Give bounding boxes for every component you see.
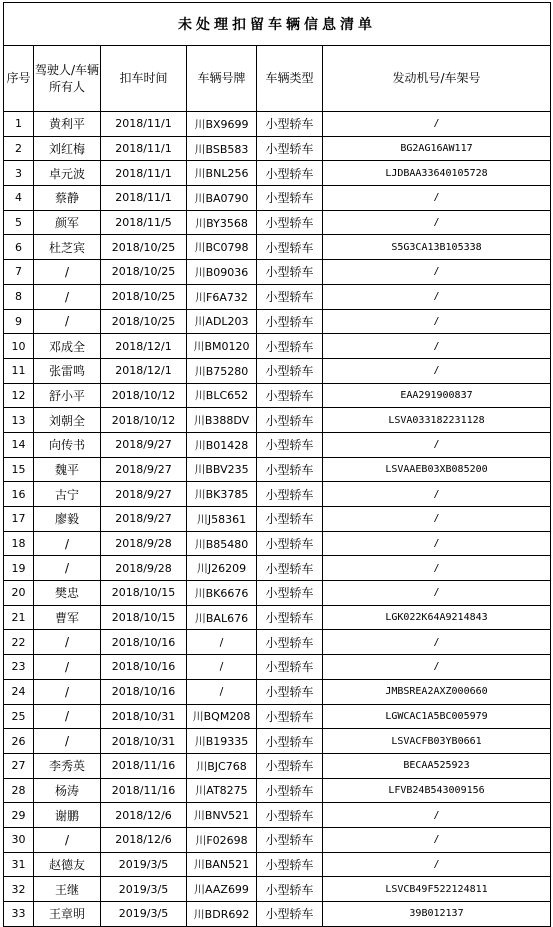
table-row [4, 161, 551, 186]
table-row [4, 260, 551, 285]
cell-index: 28 [4, 778, 34, 803]
cell-type: 小型轿车 [257, 309, 323, 334]
cell-engine: / [323, 507, 551, 532]
cell-type: 小型轿车 [257, 408, 323, 433]
cell-owner: 魏平 [34, 457, 101, 482]
cell-index: 6 [4, 235, 34, 260]
cell-index: 12 [4, 383, 34, 408]
cell-owner: 刘朝全 [34, 408, 101, 433]
cell-index: 7 [4, 260, 34, 285]
cell-owner: 向传书 [34, 432, 101, 457]
cell-date: 2018/10/12 [101, 383, 187, 408]
cell-index: 25 [4, 704, 34, 729]
table-row [4, 704, 551, 729]
cell-index: 9 [4, 309, 34, 334]
cell-date: 2018/10/12 [101, 408, 187, 433]
table-row [4, 556, 551, 581]
cell-type: 小型轿车 [257, 136, 323, 161]
cell-engine: / [323, 556, 551, 581]
cell-owner: / [34, 556, 101, 581]
cell-index: 31 [4, 852, 34, 877]
cell-index: 5 [4, 210, 34, 235]
table-row [4, 408, 551, 433]
cell-engine: / [323, 358, 551, 383]
cell-plate: 川BBV235 [187, 457, 257, 482]
cell-date: 2019/3/5 [101, 852, 187, 877]
cell-owner: 黄利平 [34, 112, 101, 137]
cell-owner: / [34, 260, 101, 285]
cell-owner: 刘红梅 [34, 136, 101, 161]
cell-engine: / [323, 655, 551, 680]
cell-plate: 川AT8275 [187, 778, 257, 803]
table-row [4, 383, 551, 408]
cell-index: 23 [4, 655, 34, 680]
cell-plate: 川ADL203 [187, 309, 257, 334]
cell-owner: 李秀英 [34, 753, 101, 778]
cell-type: 小型轿车 [257, 334, 323, 359]
table-row [4, 457, 551, 482]
cell-engine: LGK022K64A9214843 [323, 605, 551, 630]
cell-owner: / [34, 704, 101, 729]
cell-engine: / [323, 852, 551, 877]
table-row [4, 358, 551, 383]
cell-plate: 川B01428 [187, 432, 257, 457]
cell-engine: / [323, 482, 551, 507]
cell-plate: / [187, 679, 257, 704]
cell-type: 小型轿车 [257, 112, 323, 137]
cell-owner: / [34, 284, 101, 309]
table-row [4, 309, 551, 334]
cell-type: 小型轿车 [257, 803, 323, 828]
table-row [4, 136, 551, 161]
cell-plate: 川BA0790 [187, 186, 257, 211]
cell-date: 2018/11/16 [101, 753, 187, 778]
cell-plate: 川BAN521 [187, 852, 257, 877]
cell-date: 2018/10/16 [101, 655, 187, 680]
cell-owner: 杨涛 [34, 778, 101, 803]
cell-owner: / [34, 531, 101, 556]
cell-owner: 廖毅 [34, 507, 101, 532]
cell-index: 15 [4, 457, 34, 482]
cell-plate: 川BLC652 [187, 383, 257, 408]
header-owner: 驾驶人/车辆所有人 [34, 46, 101, 112]
cell-type: 小型轿车 [257, 432, 323, 457]
cell-owner: 曹军 [34, 605, 101, 630]
cell-plate: 川BSB583 [187, 136, 257, 161]
cell-owner: / [34, 679, 101, 704]
cell-type: 小型轿车 [257, 778, 323, 803]
cell-engine: LSVACFB03YB0661 [323, 729, 551, 754]
table-row [4, 581, 551, 606]
cell-type: 小型轿车 [257, 556, 323, 581]
cell-plate: 川BM0120 [187, 334, 257, 359]
cell-plate: 川F6A732 [187, 284, 257, 309]
cell-owner: 王章明 [34, 902, 101, 927]
cell-index: 8 [4, 284, 34, 309]
cell-date: 2018/11/1 [101, 112, 187, 137]
cell-engine: / [323, 827, 551, 852]
cell-type: 小型轿车 [257, 605, 323, 630]
cell-engine: S5G3CA13B105338 [323, 235, 551, 260]
table-row [4, 803, 551, 828]
cell-index: 24 [4, 679, 34, 704]
cell-owner: / [34, 309, 101, 334]
cell-index: 19 [4, 556, 34, 581]
table-row [4, 186, 551, 211]
cell-index: 30 [4, 827, 34, 852]
cell-engine: / [323, 284, 551, 309]
cell-plate: 川F02698 [187, 827, 257, 852]
cell-plate: 川J26209 [187, 556, 257, 581]
cell-engine: / [323, 186, 551, 211]
cell-engine: BG2AG16AW117 [323, 136, 551, 161]
cell-type: 小型轿车 [257, 877, 323, 902]
table-row [4, 432, 551, 457]
cell-plate: 川BC0798 [187, 235, 257, 260]
cell-date: 2018/12/6 [101, 827, 187, 852]
cell-engine: 39B012137 [323, 902, 551, 927]
cell-owner: 古宁 [34, 482, 101, 507]
detained-vehicle-list [3, 2, 551, 927]
cell-date: 2018/10/25 [101, 235, 187, 260]
header-type: 车辆类型 [257, 46, 323, 112]
cell-owner: 舒小平 [34, 383, 101, 408]
cell-index: 33 [4, 902, 34, 927]
cell-owner: / [34, 827, 101, 852]
table-row [4, 630, 551, 655]
cell-owner: 谢鹏 [34, 803, 101, 828]
cell-owner: 蔡静 [34, 186, 101, 211]
cell-date: 2018/10/31 [101, 704, 187, 729]
table-row [4, 482, 551, 507]
cell-index: 18 [4, 531, 34, 556]
cell-engine: LSVAAEB03XB085200 [323, 457, 551, 482]
cell-engine: / [323, 210, 551, 235]
cell-date: 2018/11/1 [101, 136, 187, 161]
cell-index: 16 [4, 482, 34, 507]
cell-date: 2018/12/6 [101, 803, 187, 828]
cell-type: 小型轿车 [257, 679, 323, 704]
cell-engine: / [323, 260, 551, 285]
header-row [4, 46, 551, 112]
cell-plate: 川BK3785 [187, 482, 257, 507]
cell-date: 2018/10/25 [101, 309, 187, 334]
cell-date: 2019/3/5 [101, 877, 187, 902]
cell-date: 2018/9/27 [101, 432, 187, 457]
cell-plate: 川BDR692 [187, 902, 257, 927]
cell-type: 小型轿车 [257, 161, 323, 186]
cell-plate: 川B85480 [187, 531, 257, 556]
cell-type: 小型轿车 [257, 235, 323, 260]
cell-index: 17 [4, 507, 34, 532]
cell-date: 2018/11/1 [101, 161, 187, 186]
cell-type: 小型轿车 [257, 729, 323, 754]
table-row [4, 679, 551, 704]
cell-engine: / [323, 309, 551, 334]
cell-date: 2018/10/15 [101, 581, 187, 606]
table-row [4, 605, 551, 630]
cell-plate: / [187, 630, 257, 655]
cell-index: 11 [4, 358, 34, 383]
cell-plate: / [187, 655, 257, 680]
cell-plate: 川BK6676 [187, 581, 257, 606]
vehicle-table [3, 2, 551, 927]
cell-index: 32 [4, 877, 34, 902]
cell-engine: LFVB24B543009156 [323, 778, 551, 803]
cell-plate: 川BNV521 [187, 803, 257, 828]
cell-date: 2018/9/28 [101, 531, 187, 556]
cell-plate: 川B19335 [187, 729, 257, 754]
cell-engine: LSVCB49F522124811 [323, 877, 551, 902]
cell-engine: JMBSREA2AXZ000660 [323, 679, 551, 704]
cell-engine: LSVA033182231128 [323, 408, 551, 433]
cell-type: 小型轿车 [257, 753, 323, 778]
cell-owner: / [34, 655, 101, 680]
table-row [4, 210, 551, 235]
cell-plate: 川BJC768 [187, 753, 257, 778]
cell-plate: 川J58361 [187, 507, 257, 532]
cell-date: 2018/9/27 [101, 457, 187, 482]
table-row [4, 507, 551, 532]
cell-date: 2018/10/15 [101, 605, 187, 630]
cell-type: 小型轿车 [257, 581, 323, 606]
cell-date: 2018/11/16 [101, 778, 187, 803]
cell-engine: / [323, 334, 551, 359]
cell-date: 2018/9/27 [101, 482, 187, 507]
table-row [4, 778, 551, 803]
cell-owner: / [34, 630, 101, 655]
cell-index: 3 [4, 161, 34, 186]
cell-index: 14 [4, 432, 34, 457]
cell-type: 小型轿车 [257, 630, 323, 655]
table-title: 未处理扣留车辆信息清单 [4, 3, 551, 46]
cell-index: 20 [4, 581, 34, 606]
cell-plate: 川B75280 [187, 358, 257, 383]
cell-index: 10 [4, 334, 34, 359]
table-row [4, 902, 551, 927]
cell-owner: / [34, 729, 101, 754]
cell-date: 2018/10/16 [101, 630, 187, 655]
cell-engine: / [323, 630, 551, 655]
cell-date: 2018/10/16 [101, 679, 187, 704]
cell-index: 13 [4, 408, 34, 433]
cell-index: 22 [4, 630, 34, 655]
cell-index: 1 [4, 112, 34, 137]
cell-type: 小型轿车 [257, 655, 323, 680]
cell-plate: 川BQM208 [187, 704, 257, 729]
header-plate: 车辆号牌 [187, 46, 257, 112]
cell-index: 26 [4, 729, 34, 754]
cell-date: 2018/10/25 [101, 260, 187, 285]
cell-date: 2019/3/5 [101, 902, 187, 927]
table-row [4, 753, 551, 778]
cell-owner: 卓元波 [34, 161, 101, 186]
table-row [4, 852, 551, 877]
cell-date: 2018/9/27 [101, 507, 187, 532]
cell-index: 2 [4, 136, 34, 161]
cell-type: 小型轿车 [257, 704, 323, 729]
cell-owner: 赵德友 [34, 852, 101, 877]
cell-type: 小型轿车 [257, 260, 323, 285]
cell-engine: LGWCAC1A5BC005979 [323, 704, 551, 729]
header-index: 序号 [4, 46, 34, 112]
cell-owner: 邓成全 [34, 334, 101, 359]
table-row [4, 827, 551, 852]
cell-owner: 王继 [34, 877, 101, 902]
cell-type: 小型轿车 [257, 186, 323, 211]
cell-type: 小型轿车 [257, 284, 323, 309]
header-engine: 发动机号/车架号 [323, 46, 551, 112]
cell-plate: 川B09036 [187, 260, 257, 285]
cell-type: 小型轿车 [257, 358, 323, 383]
cell-index: 29 [4, 803, 34, 828]
cell-type: 小型轿车 [257, 507, 323, 532]
cell-date: 2018/12/1 [101, 334, 187, 359]
cell-date: 2018/12/1 [101, 358, 187, 383]
cell-type: 小型轿车 [257, 531, 323, 556]
cell-engine: EAA291900837 [323, 383, 551, 408]
cell-owner: 杜芝宾 [34, 235, 101, 260]
table-row [4, 284, 551, 309]
cell-engine: / [323, 803, 551, 828]
table-row [4, 877, 551, 902]
table-row [4, 729, 551, 754]
cell-plate: 川AAZ699 [187, 877, 257, 902]
table-row [4, 112, 551, 137]
cell-owner: 樊忠 [34, 581, 101, 606]
header-date: 扣车时间 [101, 46, 187, 112]
cell-type: 小型轿车 [257, 852, 323, 877]
cell-index: 21 [4, 605, 34, 630]
cell-index: 27 [4, 753, 34, 778]
cell-date: 2018/10/25 [101, 284, 187, 309]
cell-date: 2018/11/5 [101, 210, 187, 235]
table-row [4, 655, 551, 680]
cell-type: 小型轿车 [257, 457, 323, 482]
cell-type: 小型轿车 [257, 827, 323, 852]
cell-engine: / [323, 581, 551, 606]
cell-date: 2018/10/31 [101, 729, 187, 754]
cell-date: 2018/9/28 [101, 556, 187, 581]
cell-date: 2018/11/1 [101, 186, 187, 211]
table-row [4, 334, 551, 359]
cell-type: 小型轿车 [257, 210, 323, 235]
cell-engine: / [323, 531, 551, 556]
cell-plate: 川BNL256 [187, 161, 257, 186]
cell-type: 小型轿车 [257, 902, 323, 927]
cell-plate: 川BY3568 [187, 210, 257, 235]
cell-engine: BECAA525923 [323, 753, 551, 778]
table-body [4, 112, 551, 927]
cell-engine: / [323, 432, 551, 457]
table-row [4, 531, 551, 556]
cell-plate: 川B388DV [187, 408, 257, 433]
cell-index: 4 [4, 186, 34, 211]
cell-type: 小型轿车 [257, 482, 323, 507]
cell-engine: LJDBAA33640105728 [323, 161, 551, 186]
cell-plate: 川BAL676 [187, 605, 257, 630]
cell-engine: / [323, 112, 551, 137]
table-row [4, 235, 551, 260]
cell-owner: 颜军 [34, 210, 101, 235]
cell-type: 小型轿车 [257, 383, 323, 408]
cell-owner: 张雷鸣 [34, 358, 101, 383]
cell-plate: 川BX9699 [187, 112, 257, 137]
